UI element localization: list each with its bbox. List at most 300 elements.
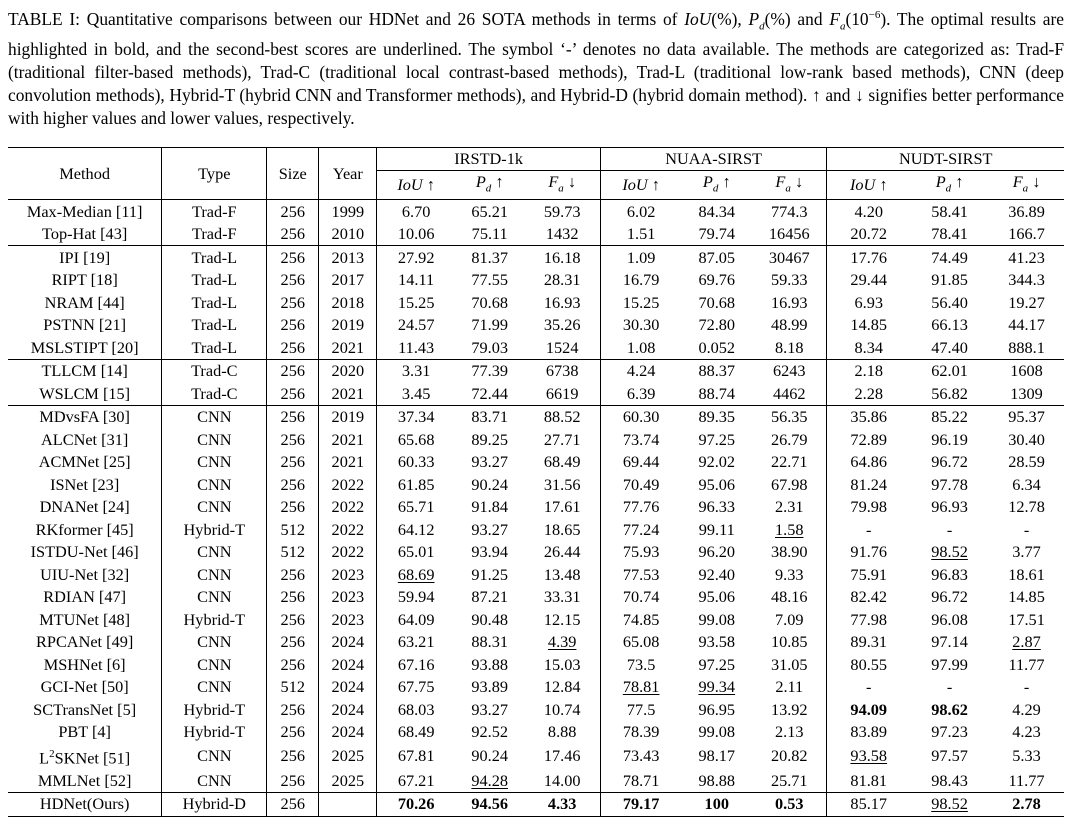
value-cell: 85.17 [827, 793, 910, 817]
value-cell: 99.08 [698, 609, 736, 629]
year-cell: 2021 [319, 428, 377, 451]
header-metric: IoU ↑ [849, 175, 888, 195]
method-cell: GCI-Net [50] [8, 676, 162, 699]
value-cell: 94.56 [455, 793, 525, 817]
year-cell: 2022 [319, 473, 377, 496]
value-cell: 10.74 [525, 698, 601, 721]
size-cell: 256 [267, 405, 319, 428]
value-cell: 75.91 [850, 564, 888, 584]
header-dataset-nuaa: NUAA-SIRST [600, 148, 827, 171]
value-cell: 91.85 [931, 270, 968, 289]
type-cell: CNN [162, 473, 267, 496]
value-cell: 95.06 [698, 474, 736, 494]
value-cell: - [866, 677, 872, 696]
method-cell: SCTransNet [5] [8, 698, 162, 721]
size-cell: 256 [267, 336, 319, 359]
value-cell: 89.35 [681, 405, 752, 428]
value-cell: 12.15 [525, 608, 601, 631]
method-cell: ISNet [23] [8, 473, 162, 496]
header-metric: IoU ↑ [397, 175, 435, 195]
value-cell: 4462 [752, 382, 827, 405]
value-cell: 16.18 [525, 246, 601, 269]
value-cell: 84.34 [681, 200, 752, 223]
table-row [8, 653, 1064, 676]
type-cell: CNN [162, 428, 267, 451]
value-cell: 70.68 [471, 292, 508, 312]
value-cell: 77.98 [850, 609, 888, 629]
year-cell: 2013 [319, 246, 377, 269]
header-metric: $F_a$ ↓ [752, 171, 827, 200]
method-cell: ISTDU-Net [46] [8, 541, 162, 564]
type-cell: Trad-F [162, 223, 267, 246]
year-cell: 2021 [319, 382, 377, 405]
value-cell: 13.48 [525, 563, 601, 586]
table-row [8, 405, 1064, 428]
value-cell: 97.14 [931, 632, 968, 651]
size-cell: 256 [267, 496, 319, 519]
type-cell: Hybrid-T [162, 608, 267, 631]
value-cell: 38.90 [752, 541, 827, 564]
value-cell: 37.34 [377, 405, 455, 428]
size-cell: 256 [267, 770, 319, 793]
value-cell: 4.29 [1012, 699, 1041, 719]
value-cell: 2.87 [1012, 632, 1041, 651]
header-metric: $P_d$ ↑ [935, 172, 964, 195]
value-cell: 14.85 [1008, 587, 1045, 606]
method-cell: RPCANet [49] [8, 631, 162, 654]
value-cell: 3.45 [401, 383, 431, 403]
method-cell: MTUNet [48] [8, 608, 162, 631]
value-cell: 73.5 [626, 654, 656, 674]
value-cell: 2.18 [827, 359, 910, 382]
value-cell: 66.13 [931, 315, 968, 334]
value-cell: 18.61 [1008, 564, 1045, 584]
value-cell: 2.31 [752, 496, 827, 519]
value-cell: 78.41 [931, 224, 968, 243]
value-cell: 96.19 [931, 429, 968, 449]
size-cell: 256 [267, 698, 319, 721]
year-cell: 1999 [319, 200, 377, 223]
value-cell: 68.49 [525, 451, 601, 474]
value-cell: 96.33 [698, 497, 736, 516]
table-row [8, 246, 1064, 269]
value-cell: 774.3 [752, 200, 827, 223]
method-cell: ALCNet [31] [8, 428, 162, 451]
size-cell: 512 [267, 541, 319, 564]
table-row [8, 336, 1064, 359]
value-cell: 31.56 [525, 473, 601, 496]
value-cell: 78.71 [622, 770, 660, 790]
value-cell: 67.75 [397, 677, 435, 696]
value-cell: 61.85 [397, 474, 435, 494]
header-dataset-nudt: NUDT-SIRST [827, 148, 1064, 171]
type-cell: CNN [162, 676, 267, 699]
value-cell: 97.57 [931, 746, 968, 766]
value-cell: 67.21 [397, 770, 435, 790]
year-cell: 2024 [319, 721, 377, 744]
year-cell [319, 793, 377, 817]
header-metric: IoU ↑ [622, 175, 660, 195]
size-cell: 256 [267, 382, 319, 405]
value-cell: - [866, 519, 872, 539]
value-cell: 11.77 [1008, 770, 1045, 790]
header-metric: $P_d$ ↑ [702, 172, 731, 195]
value-cell: 59.94 [397, 587, 435, 606]
value-cell: 74.85 [622, 609, 660, 629]
value-cell: 77.55 [471, 270, 508, 289]
method-cell: PBT [4] [8, 721, 162, 744]
value-cell: 12.78 [1008, 497, 1045, 516]
value-cell: 60.33 [397, 452, 435, 471]
method-cell: UIU-Net [32] [8, 563, 162, 586]
value-cell: 64.86 [850, 452, 888, 471]
value-cell: 65.71 [397, 497, 435, 516]
method-cell: TLLCM [14] [8, 359, 162, 382]
value-cell: 68.49 [397, 722, 435, 741]
table-row [8, 451, 1064, 474]
value-cell: 3.31 [377, 359, 455, 382]
table-row [8, 200, 1064, 223]
value-cell: 90.24 [471, 474, 508, 494]
value-cell: 75.93 [622, 542, 660, 561]
method-cell: IPI [19] [8, 246, 162, 269]
type-cell: CNN [162, 770, 267, 793]
size-cell: 256 [267, 653, 319, 676]
header-metric: $F_a$ ↓ [1012, 172, 1041, 195]
value-cell: 79.03 [471, 337, 508, 357]
value-cell: 100 [681, 793, 752, 817]
size-cell: 256 [267, 246, 319, 269]
value-cell: 1.08 [626, 337, 656, 357]
value-cell: 65.21 [455, 200, 525, 223]
year-cell: 2020 [319, 359, 377, 382]
type-cell: Trad-L [162, 336, 267, 359]
value-cell: 27.71 [525, 428, 601, 451]
year-cell: 2023 [319, 563, 377, 586]
table-row [8, 223, 1064, 246]
value-cell: 14.00 [525, 770, 601, 793]
type-cell: Trad-L [162, 269, 267, 292]
value-cell: 28.59 [1008, 452, 1045, 471]
method-cell: RIPT [18] [8, 269, 162, 292]
year-cell: 2024 [319, 698, 377, 721]
value-cell: 33.31 [525, 586, 601, 609]
year-cell: 2023 [319, 586, 377, 609]
value-cell: 72.89 [850, 429, 888, 449]
method-cell: $L^2SKNet$ [51] [8, 743, 162, 769]
year-cell: 2022 [319, 541, 377, 564]
value-cell: 16.93 [752, 291, 827, 314]
year-cell: 2018 [319, 291, 377, 314]
value-cell: 96.95 [698, 699, 736, 719]
method-cell: Max-Median [11] [8, 200, 162, 223]
size-cell: 256 [267, 451, 319, 474]
year-cell: 2021 [319, 451, 377, 474]
value-cell: 98.52 [910, 793, 989, 817]
value-cell: 56.35 [752, 405, 827, 428]
value-cell: 17.61 [525, 496, 601, 519]
value-cell: 95.37 [989, 405, 1064, 428]
value-cell: 22.71 [752, 451, 827, 474]
method-cell: RKformer [45] [8, 518, 162, 541]
table-row [8, 676, 1064, 699]
size-cell: 256 [267, 743, 319, 769]
value-cell: 27.92 [377, 246, 455, 269]
value-cell: 96.93 [931, 497, 968, 516]
year-cell: 2017 [319, 269, 377, 292]
value-cell: 0.53 [752, 793, 827, 817]
table-row [8, 743, 1064, 769]
value-cell: 72.80 [698, 315, 736, 334]
value-cell: 77.39 [455, 359, 525, 382]
header-dataset-irstd: IRSTD-1k [377, 148, 600, 171]
year-cell: 2010 [319, 223, 377, 246]
value-cell: 91.84 [471, 497, 508, 516]
value-cell: 2.78 [989, 793, 1064, 817]
value-cell: 88.52 [525, 405, 601, 428]
table-row [8, 428, 1064, 451]
method-cell: RDIAN [47] [8, 586, 162, 609]
value-cell: 96.72 [931, 587, 968, 606]
value-cell: 17.51 [1008, 609, 1045, 629]
value-cell: 91.76 [850, 542, 888, 561]
method-cell: HDNet(Ours) [8, 793, 162, 817]
year-cell: 2025 [319, 743, 377, 769]
value-cell: 4.24 [600, 359, 681, 382]
value-cell: 31.05 [752, 653, 827, 676]
value-cell: 80.55 [850, 654, 888, 674]
value-cell: 30467 [752, 246, 827, 269]
value-cell: 25.71 [752, 770, 827, 793]
value-cell: 81.37 [455, 246, 525, 269]
value-cell: 78.81 [622, 677, 660, 696]
value-cell: 56.82 [931, 383, 968, 403]
size-cell: 256 [267, 473, 319, 496]
value-cell: 77.5 [626, 699, 656, 719]
value-cell: 13.92 [752, 698, 827, 721]
value-cell: 83.89 [850, 722, 888, 741]
value-cell: 15.25 [622, 292, 660, 312]
value-cell: 73.74 [622, 429, 660, 449]
value-cell: 93.58 [698, 632, 736, 651]
value-cell: 93.88 [471, 654, 508, 674]
size-cell: 256 [267, 291, 319, 314]
value-cell: 88.37 [681, 359, 752, 382]
type-cell: CNN [162, 631, 267, 654]
value-cell: 4.39 [525, 631, 601, 654]
value-cell: 20.72 [850, 224, 888, 243]
year-cell: 2024 [319, 631, 377, 654]
value-cell: 67.16 [397, 654, 435, 674]
header-year: Year [319, 148, 377, 200]
size-cell: 256 [267, 721, 319, 744]
size-cell: 256 [267, 793, 319, 817]
value-cell: 92.52 [471, 722, 508, 741]
type-cell: Trad-C [162, 382, 267, 405]
value-cell: 70.49 [622, 474, 660, 494]
value-cell: 69.76 [698, 270, 736, 289]
value-cell: 166.7 [1008, 224, 1045, 243]
value-cell: 98.52 [931, 542, 968, 561]
year-cell: 2019 [319, 314, 377, 337]
value-cell: 83.71 [455, 405, 525, 428]
size-cell: 512 [267, 518, 319, 541]
value-cell: 99.08 [698, 722, 736, 741]
value-cell: 24.57 [397, 315, 435, 334]
table-row [8, 382, 1064, 405]
type-cell: Hybrid-T [162, 721, 267, 744]
year-cell: 2024 [319, 653, 377, 676]
value-cell: 30.40 [1008, 429, 1045, 449]
value-cell: 99.11 [698, 519, 735, 539]
value-cell: 6.02 [600, 200, 681, 223]
value-cell: 48.16 [752, 586, 827, 609]
table-row [8, 359, 1064, 382]
value-cell: 71.99 [471, 315, 508, 334]
year-cell: 2019 [319, 405, 377, 428]
value-cell: 62.01 [910, 359, 989, 382]
value-cell: 11.77 [1008, 654, 1045, 674]
value-cell: 92.40 [698, 564, 736, 584]
value-cell: 98.17 [698, 746, 736, 766]
value-cell: 6.34 [1012, 474, 1041, 494]
value-cell: 68.69 [397, 564, 435, 584]
value-cell: 77.24 [622, 519, 660, 539]
value-cell: 67.81 [397, 746, 435, 766]
table-row [8, 473, 1064, 496]
value-cell: 65.68 [397, 429, 435, 449]
table-row [8, 314, 1064, 337]
value-cell: 93.27 [471, 699, 508, 719]
header-metric: $F_a$ ↓ [525, 171, 601, 200]
value-cell: 97.25 [698, 429, 736, 449]
value-cell: 16.93 [525, 291, 601, 314]
size-cell: 256 [267, 200, 319, 223]
value-cell: 70.74 [622, 587, 660, 606]
value-cell: 47.40 [931, 337, 968, 357]
value-cell: 89.25 [471, 429, 508, 449]
value-cell: 89.31 [850, 632, 888, 651]
value-cell: 2.13 [752, 721, 827, 744]
value-cell: 41.23 [989, 246, 1064, 269]
value-cell: 15.03 [525, 653, 601, 676]
value-cell: 1.58 [752, 518, 827, 541]
value-cell: 58.41 [910, 200, 989, 223]
value-cell: 79.74 [698, 224, 736, 243]
value-cell: 0.052 [698, 337, 736, 357]
value-cell: 6.93 [854, 292, 883, 312]
value-cell: 10.85 [752, 631, 827, 654]
value-cell: 8.88 [525, 721, 601, 744]
method-cell: WSLCM [15] [8, 382, 162, 405]
value-cell: 65.08 [622, 632, 660, 651]
type-cell: CNN [162, 563, 267, 586]
value-cell: 15.25 [397, 292, 435, 312]
value-cell: 17.76 [827, 246, 910, 269]
value-cell: 344.3 [1008, 270, 1045, 289]
value-cell: 97.25 [698, 654, 736, 674]
header-metric: $P_d$ ↑ [475, 172, 504, 195]
method-cell: DNANet [24] [8, 496, 162, 519]
type-cell: CNN [162, 653, 267, 676]
value-cell: 92.02 [698, 452, 736, 471]
value-cell: 77.53 [622, 564, 660, 584]
value-cell: 7.09 [752, 608, 827, 631]
value-cell: 2.28 [854, 383, 883, 403]
value-cell: 1309 [1010, 383, 1043, 403]
type-cell: CNN [162, 541, 267, 564]
value-cell: 1524 [525, 336, 601, 359]
type-cell: Trad-C [162, 359, 267, 382]
size-cell: 256 [267, 428, 319, 451]
method-cell: MMLNet [52] [8, 770, 162, 793]
value-cell: 75.11 [471, 224, 508, 243]
value-cell: 91.25 [471, 564, 508, 584]
table-caption: TABLE I: Quantitative comparisons between our HDNet and 26 SOTA methods in terms of IoU(%), $P_d(\%)$ and $F_a(10^{-6})$. The optimal results are highlighted in bold, and the second-best scores are underlined. The symbol ‘-’ denotes no data available. The methods are categorized as: Trad-F (traditional filter-based methods), Trad-C (traditional local contrast-based methods), Trad-L (traditional low-rank based methods), CNN (deep convolution methods), Hybrid-T (hybrid CNN and Transformer methods), and Hybrid-D (hybrid domain method). ↑ and ↓ signifies better performance with higher values and lower values, respectively. [8, 8, 1065, 129]
type-cell: Hybrid-D [162, 793, 267, 817]
value-cell: 16456 [752, 223, 827, 246]
type-cell: Hybrid-T [162, 698, 267, 721]
value-cell: 69.44 [622, 452, 660, 471]
size-cell: 256 [267, 223, 319, 246]
value-cell: - [946, 677, 953, 696]
method-cell: PSTNN [21] [8, 314, 162, 337]
size-cell: 256 [267, 586, 319, 609]
value-cell: 72.44 [471, 383, 508, 403]
year-cell: 2022 [319, 496, 377, 519]
table-row [8, 631, 1064, 654]
value-cell: 29.44 [850, 270, 888, 289]
value-cell: 16.79 [622, 270, 660, 289]
type-cell: Trad-F [162, 200, 267, 223]
value-cell: 81.24 [850, 474, 888, 494]
value-cell: 88.31 [471, 632, 508, 651]
header-method: Method [8, 148, 162, 200]
value-cell: 1432 [525, 223, 601, 246]
value-cell: 98.43 [931, 770, 968, 790]
table-row [8, 496, 1064, 519]
value-cell: 26.79 [752, 428, 827, 451]
value-cell: 6738 [525, 359, 601, 382]
value-cell: 5.33 [1012, 746, 1041, 766]
method-cell: NRAM [44] [8, 291, 162, 314]
size-cell: 256 [267, 563, 319, 586]
value-cell: 87.05 [681, 246, 752, 269]
value-cell: 97.78 [931, 474, 968, 494]
value-cell: 1.09 [600, 246, 681, 269]
value-cell: 64.09 [397, 609, 435, 629]
table-row [8, 291, 1064, 314]
table-row [8, 793, 1064, 817]
value-cell: 30.30 [622, 315, 660, 334]
value-cell: 78.39 [622, 722, 660, 741]
value-cell: 90.24 [471, 746, 508, 766]
value-cell: 87.21 [471, 587, 508, 606]
table-row [8, 608, 1064, 631]
value-cell: 9.33 [752, 563, 827, 586]
size-cell: 256 [267, 314, 319, 337]
type-cell: Trad-L [162, 246, 267, 269]
value-cell: 26.44 [525, 541, 601, 564]
value-cell: 74.49 [910, 246, 989, 269]
type-cell: CNN [162, 586, 267, 609]
value-cell: 14.11 [398, 270, 435, 289]
value-cell: 93.58 [850, 746, 888, 766]
value-cell: 79.98 [850, 497, 888, 516]
value-cell: 4.33 [525, 793, 601, 817]
value-cell: 35.86 [827, 405, 910, 428]
value-cell: 2.11 [752, 676, 827, 699]
